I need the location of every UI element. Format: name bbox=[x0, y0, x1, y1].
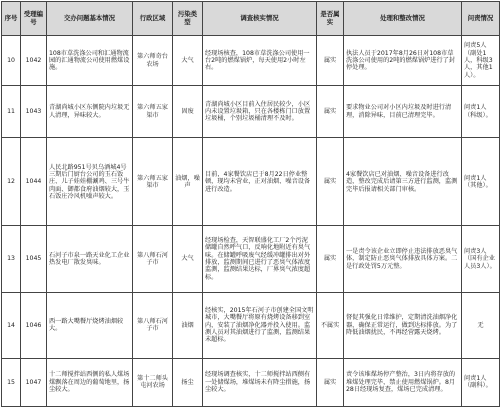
cell-investigation: 经核实，2015年石河子市创建全国文明城市，大嘴餐厅将原有烧烤设备移到室内，安装了油烟净化器并投入使用。监测人员对其油烟进行了监测，监测结果未超标。 bbox=[203, 292, 317, 358]
header-verified: 是否属实 bbox=[317, 2, 344, 36]
header-region: 行政区域 bbox=[133, 2, 173, 36]
cell-investigation: 经现场核查，108市草洗涤公司使用一台2吨的燃煤锅炉，每天使用2小时左右。 bbox=[203, 36, 317, 86]
cell-type: 油烟，噪声 bbox=[173, 138, 203, 226]
cell-id: 1047 bbox=[21, 358, 47, 406]
cell-seq: 10 bbox=[2, 36, 21, 86]
cell-investigation: 经现场调查核实，十二师搅拌站西侧有一处储煤场，堆煤场未有降尘措施，扬尘较大。 bbox=[203, 358, 317, 406]
cell-region: 第八师石河子市 bbox=[133, 226, 173, 292]
cell-type: 油烟 bbox=[173, 292, 203, 358]
cell-handling: 要求物业公司对小区内垃圾及时进行清理，消除异味，目前已清理完毕。 bbox=[344, 86, 462, 138]
cell-id: 1043 bbox=[21, 86, 47, 138]
cell-seq: 15 bbox=[2, 358, 21, 406]
cell-investigation: 目前，4家餐饮店已于8月22日停业整顿，现均未营业，正对油烟、噪音设备进行改造。 bbox=[203, 138, 317, 226]
table-row bbox=[2, 86, 500, 138]
cell-region: 第十二师头屯河农场 bbox=[133, 358, 173, 406]
cell-id: 1042 bbox=[21, 36, 47, 86]
cell-verified: 属实 bbox=[317, 226, 344, 292]
cell-region: 第六师奇台农场 bbox=[133, 36, 173, 86]
cell-handling: 一是责令该企业立即停止违法排放恶臭气体，制定防止恶臭气体排放具体方案。二是行政处罚5万元整。 bbox=[344, 226, 462, 292]
header-accountability: 问责情况 bbox=[462, 2, 500, 36]
cell-region: 第六师五家渠市 bbox=[133, 86, 173, 138]
cell-accountability: 问责1人（科级）。 bbox=[462, 86, 500, 138]
cell-seq: 12 bbox=[2, 138, 21, 226]
cell-type: 大气 bbox=[173, 36, 203, 86]
cell-seq: 14 bbox=[2, 292, 21, 358]
cell-verified: 属实 bbox=[317, 36, 344, 86]
table-row bbox=[2, 138, 500, 226]
cell-accountability: 问责5人（副处1人，科级3人，其他1人）。 bbox=[462, 36, 500, 86]
table-row bbox=[2, 292, 500, 358]
cell-investigation: 经现场检查，天智联盛化工厂2个污泥储罐自然呼气口，反响化地附近有臭气味。在储罐呼吸废气经缓冲罐排出对外排放，监测期间已进行了恶臭气体浓度监测，监测结果达标，厂界臭气浓度超标。 bbox=[203, 226, 317, 292]
cell-region: 第八师石河子市 bbox=[133, 292, 173, 358]
header-handling: 处理和整改情况 bbox=[344, 2, 462, 36]
cell-seq: 11 bbox=[2, 86, 21, 138]
cell-problem: 青湖尚城小区东侧院内垃圾无人清理，异味较大。 bbox=[47, 86, 133, 138]
cell-handling: 4家餐饮店已对油烟、噪音设备进行改造，整改完成后请第三方进行监测，监测完毕后报请相关部门审核。 bbox=[344, 138, 462, 226]
cell-type: 固废 bbox=[173, 86, 203, 138]
cell-region: 第六师五家渠市 bbox=[133, 138, 173, 226]
table-row bbox=[2, 358, 500, 406]
cell-id: 1046 bbox=[21, 292, 47, 358]
header-type: 污染类型 bbox=[173, 2, 203, 36]
cell-accountability: 无 bbox=[462, 292, 500, 358]
cell-handling: 责令该堆煤场停产整治，3日内将存放的堆煤处理完毕，禁止使用燃煤锅炉。8月28日经现场复查，煤场已完成清理。 bbox=[344, 358, 462, 406]
cell-investigation: 青湖尚城小区目前入住居民较少，小区内未设置垃圾箱，只在各楼栋门口放置垃圾桶，个别垃圾桶清理不及时。 bbox=[203, 86, 317, 138]
cell-verified: 属实 bbox=[317, 358, 344, 406]
cell-type: 扬尘 bbox=[173, 358, 203, 406]
header-problem: 交办问题基本情况 bbox=[47, 2, 133, 36]
table-row bbox=[2, 226, 500, 292]
cell-seq: 13 bbox=[2, 226, 21, 292]
header-id: 受理编号 bbox=[21, 2, 47, 36]
cell-verified: 属实 bbox=[317, 86, 344, 138]
header-row bbox=[2, 2, 500, 36]
cell-id: 1044 bbox=[21, 138, 47, 226]
cell-handling: 督促其强化日常维护，定期清洗油烟净化器，确保正常运行，做到达标排放。为了降低油烟扰民，不再经营露天烧烤。 bbox=[344, 292, 462, 358]
cell-handling: 执法人员于2017年8月26日对108市草洗涤公司使用的2吨的燃煤锅炉进行了封停处理。 bbox=[344, 36, 462, 86]
cell-type: 大气 bbox=[173, 226, 203, 292]
cell-id: 1045 bbox=[21, 226, 47, 292]
cell-problem: 石河子市泉一路天业化工企业热发电厂散发臭味。 bbox=[47, 226, 133, 292]
header-investigation: 调查核实情况 bbox=[203, 2, 317, 36]
cell-accountability: 问责3人（国有企业人员3人）。 bbox=[462, 226, 500, 292]
cell-verified: 属实 bbox=[317, 138, 344, 226]
cell-problem: 人民北路951号贝乌酒城4号三期后门厨台公司的玉石饭庄、儿子娃娃棚涮鸡、三号牛肉面、御都食府油烟较大，玉石饭庄冷风机噪声较大。 bbox=[47, 138, 133, 226]
header-seq: 序号 bbox=[2, 2, 21, 36]
cell-accountability: 问责1人（副科）。 bbox=[462, 358, 500, 406]
cell-problem: 108市草洗涤公司和汇通物流园的汇通物流公司使用燃煤设施。 bbox=[47, 36, 133, 86]
complaint-table bbox=[1, 1, 500, 407]
cell-accountability: 问责1人（其他）。 bbox=[462, 138, 500, 226]
cell-verified: 不属实 bbox=[317, 292, 344, 358]
table-row bbox=[2, 36, 500, 86]
cell-problem: 十二师搅拌站西侧的私人煤场煤飘落在周边的葡萄地里，扬尘较大。 bbox=[47, 358, 133, 406]
cell-problem: 西一路大嘴餐厅烧烤油烟较大。 bbox=[47, 292, 133, 358]
